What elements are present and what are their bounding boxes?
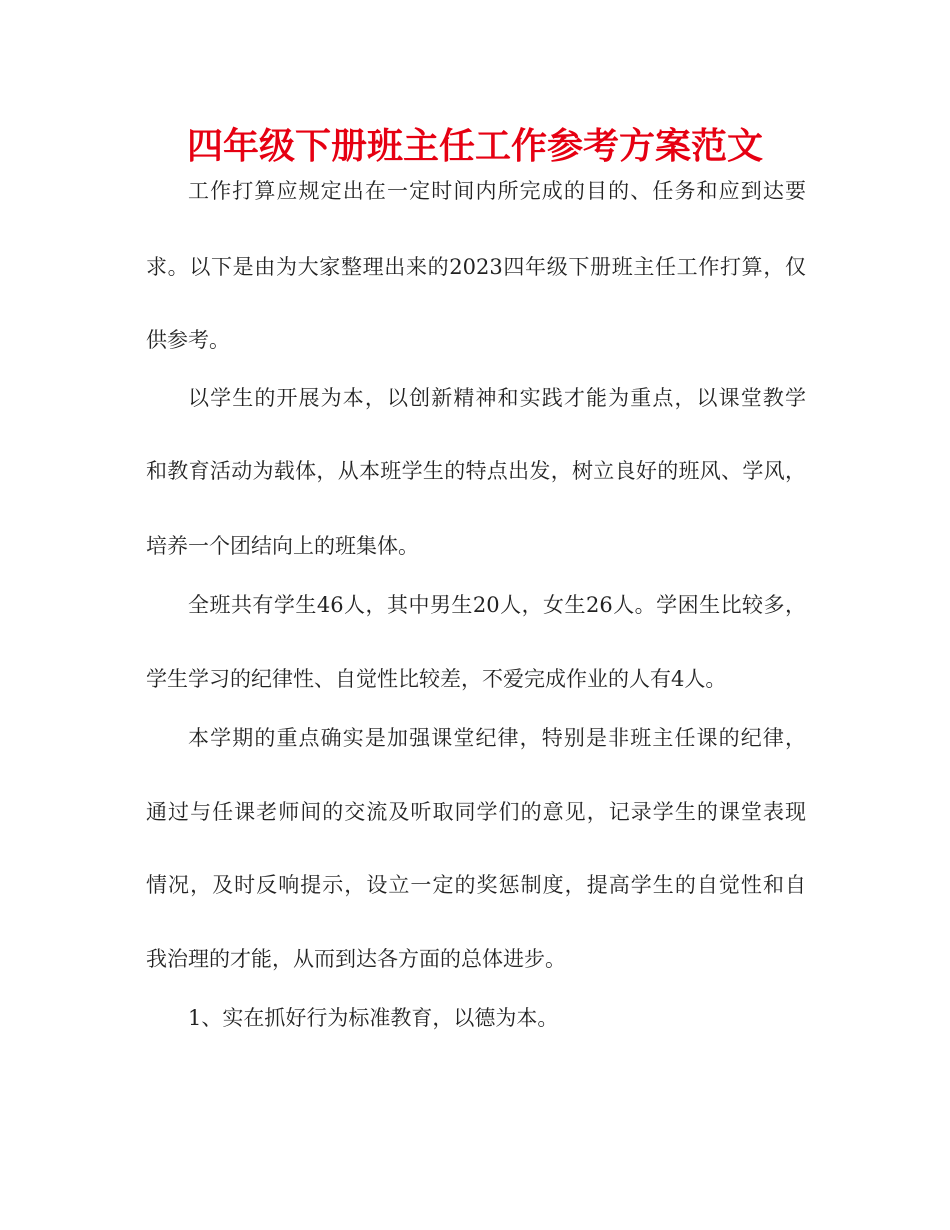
paragraph-4-line-3: 情况，及时反响提示，设立一定的奖惩制度，提高学生的自觉性和自 — [146, 873, 806, 897]
paragraph-1-line-1: 工作打算应规定出在一定时间内所完成的目的、任务和应到达要 — [188, 179, 806, 203]
paragraph-3-line-1: 全班共有学生46人，其中男生20人，女生26人。学困生比较多， — [188, 593, 806, 617]
section-heading-1: 1、实在抓好行为标准教育，以德为本。 — [188, 1006, 559, 1030]
paragraph-2-line-1: 以学生的开展为本，以创新精神和实践才能为重点，以课堂教学 — [188, 386, 806, 410]
paragraph-4-line-4: 我治理的才能，从而到达各方面的总体进步。 — [146, 947, 566, 971]
paragraph-3-line-2: 学生学习的纪律性、自觉性比较差，不爱完成作业的人有4人。 — [146, 667, 727, 691]
paragraph-1-line-3: 供参考。 — [146, 328, 230, 352]
paragraph-4-line-1: 本学期的重点确实是加强课堂纪律，特别是非班主任课的纪律， — [188, 726, 806, 750]
document-title: 四年级下册班主任工作参考方案范文 — [186, 126, 763, 167]
paragraph-2-line-2: 和教育活动为载体，从本班学生的特点出发，树立良好的班风、学风， — [146, 459, 806, 483]
paragraph-2-line-3: 培养一个团结向上的班集体。 — [146, 534, 419, 558]
paragraph-1-line-2: 求。以下是由为大家整理出来的2023四年级下册班主任工作打算，仅 — [146, 255, 806, 279]
paragraph-4-line-2: 通过与任课老师间的交流及听取同学们的意见，记录学生的课堂表现 — [146, 800, 806, 824]
